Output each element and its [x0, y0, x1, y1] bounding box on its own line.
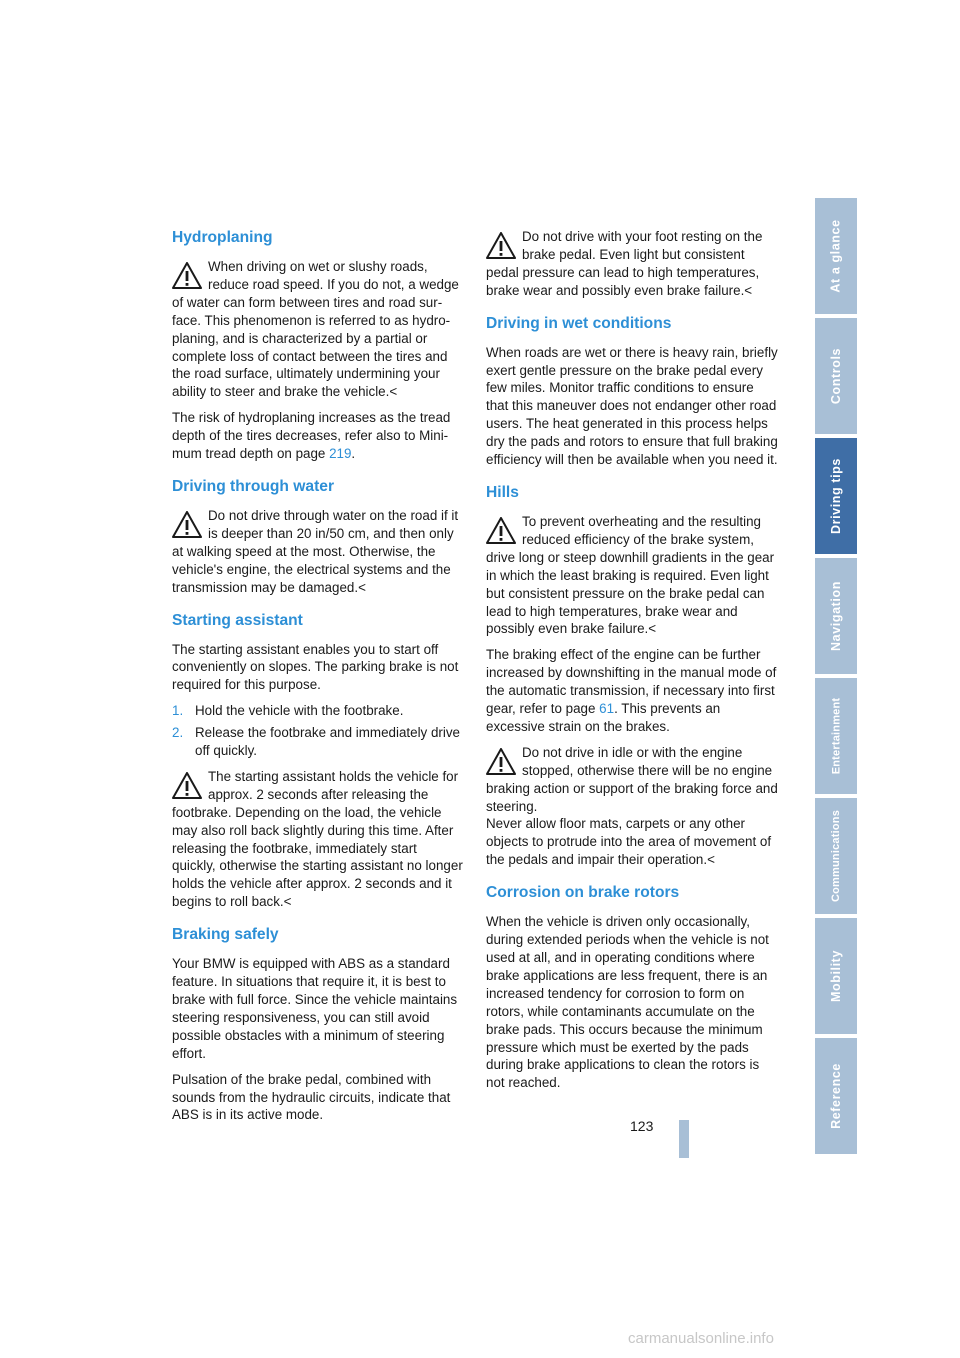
brake-pedal-warning-text: Do not drive with your foot resting on the brake pedal. Even light but consistent pedal pressure can lead to high temperatures, brake wear and possibly even brake failure.: [486, 229, 763, 298]
watermark: carmanualsonline.info: [628, 1330, 774, 1347]
braking-safely-paragraph-1: Your BMW is equipped with ABS as a standard feature. In situations that require it, it is best to brake with full force. Since the vehicle maintains steering responsiveness, you can still avoid possible obstacles with a minimum of steering effort.: [172, 956, 458, 1061]
side-nav: [815, 198, 857, 1158]
braking-safely-heading: Braking safely: [172, 926, 279, 944]
hills-warning-2b-text: Never allow floor mats, carpets or any other objects to protrude into the area of movement of the pedals and impair their operation.: [486, 816, 772, 868]
list-item: 2. Release the footbrake and immediately drive off quickly.: [172, 725, 460, 759]
hydroplaning-warning-text: When driving on wet or slushy roads, reduce road speed. If you do not, a wedge of water can form between tires and road sur-face. This phenomenon is referred to as hydro-planing, and is characterized by a partial or complete loss of contact between the tires and the road surface, ultimately undermining your ability to steer and brake the vehicle.: [172, 259, 459, 400]
hills-heading: Hills: [486, 483, 519, 501]
engine-braking-paragraph: The braking effect of the engine can be further increased by downshifting in the manual mode of the automatic transmission, if necessary into first gear, refer to page 61. This prevents an excessive strain on the brakes.: [486, 647, 777, 734]
hills-warning-2-text: Do not drive in idle or with the engine stopped, otherwise there will be no engine braking action or support of the braking force and steering.: [486, 744, 778, 814]
hills-warning-1-text: To prevent overheating and the resulting reduced efficiency of the brake system, drive long or steep downhill gradients in the gear in which the least braking is required. Even light but consistent pressure on the brake pedal can lead to high temperatures, brake wear and possibly even brake failure.: [486, 513, 775, 637]
warning-triangle-icon: [172, 511, 202, 539]
hydroplaning-tread-paragraph: The risk of hydroplaning increases as the tread depth of the tires decreases, refer also to Mini-mum tread depth on page 219.: [172, 410, 451, 462]
hills-warning-1: [486, 513, 778, 638]
starting-assistant-steps: [172, 702, 464, 760]
warning-triangle-icon: [486, 517, 516, 545]
hydroplaning-warning: [172, 258, 464, 401]
tab-driving-tips[interactable]: Driving tips: [815, 438, 857, 554]
driving-water-warning-text: Do not drive through water on the road if it is deeper than 20 in/50 cm, and then only at walking speed at the most. Otherwise, the vehicle's engine, the electrical systems and the transmission may be damaged.: [172, 507, 459, 595]
warning-triangle-icon: [172, 772, 202, 800]
hydroplaning-heading: Hydroplaning: [172, 229, 273, 246]
right-column: [486, 228, 778, 1100]
end-mark: <: [744, 282, 753, 298]
left-column: [172, 228, 464, 1132]
wet-conditions-paragraph: When roads are wet or there is heavy rain, briefly exert gentle pressure on the brake pedal every few miles. Monitor traffic conditions to ensure that this maneuver does not endanger other road users. The heat generated in this process helps dry the pads and rotors to ensure that full braking efficiency will then be available when you need it.: [486, 344, 778, 468]
starting-assistant-heading: Starting assistant: [172, 611, 303, 629]
end-mark: <: [707, 852, 715, 868]
end-mark: <: [389, 384, 398, 400]
tab-communications[interactable]: Communications: [815, 798, 857, 914]
end-mark: <: [283, 894, 292, 910]
end-mark: <: [648, 621, 657, 637]
braking-safely-paragraph-2: Pulsation of the brake pedal, combined with sounds from the hydraulic circuits, indicate that ABS is in its active mode.: [172, 1071, 451, 1123]
page-link-219[interactable]: 219: [329, 446, 352, 462]
hills-warning-2: [486, 744, 778, 869]
warning-triangle-icon: [486, 748, 516, 776]
wet-conditions-heading: Driving in wet conditions: [486, 314, 672, 332]
driving-water-warning: [172, 507, 464, 597]
warning-triangle-icon: [486, 232, 516, 260]
corrosion-paragraph: When the vehicle is driven only occasionally, during extended periods when the vehicle is not used at all, and in operating conditions where brake applications are less frequent, there is an increased tendency for corrosion to form on rotors, while contaminants accumulate on the brake pads. This occurs because the minimum pressure which must be exerted by the pads during brake applications to clean the rotors is not reached.: [486, 914, 769, 1091]
tab-controls[interactable]: Controls: [815, 318, 857, 434]
tab-entertainment[interactable]: Entertainment: [815, 678, 857, 794]
tab-at-a-glance[interactable]: At a glance: [815, 198, 857, 314]
warning-triangle-icon: [172, 262, 202, 290]
hydroplaning-tread-text: The risk of hydroplaning increases as the tread depth of the tires decreases, refer also to Mini-mum tread depth on page: [172, 410, 451, 462]
brake-pedal-warning: [486, 228, 778, 300]
tab-navigation[interactable]: Navigation: [815, 558, 857, 674]
page-link-61[interactable]: 61: [599, 701, 615, 717]
starting-assistant-warning-text: The starting assistant holds the vehicle for approx. 2 seconds after releasing the footbrake. Depending on the load, the vehicle may also roll back slightly during this time. After releasing the footbrake, immediately start quickly, otherwise the starting assistant no longer holds the vehicle after approx. 2 seconds and it begins to roll back.: [172, 768, 463, 910]
page-number-bar: [679, 1120, 689, 1158]
starting-assistant-intro: The starting assistant enables you to start off conveniently on slopes. The parking brake is not required for this purpose.: [172, 641, 459, 693]
starting-assistant-warning: [172, 768, 464, 911]
end-mark: <: [358, 579, 366, 595]
list-item: 1. Hold the vehicle with the footbrake.: [172, 703, 404, 719]
page-number: 123: [630, 1118, 654, 1134]
tab-mobility[interactable]: Mobility: [815, 918, 857, 1034]
tab-reference[interactable]: Reference: [815, 1038, 857, 1154]
driving-through-water-heading: Driving through water: [172, 477, 335, 495]
corrosion-heading: Corrosion on brake rotors: [486, 884, 680, 902]
